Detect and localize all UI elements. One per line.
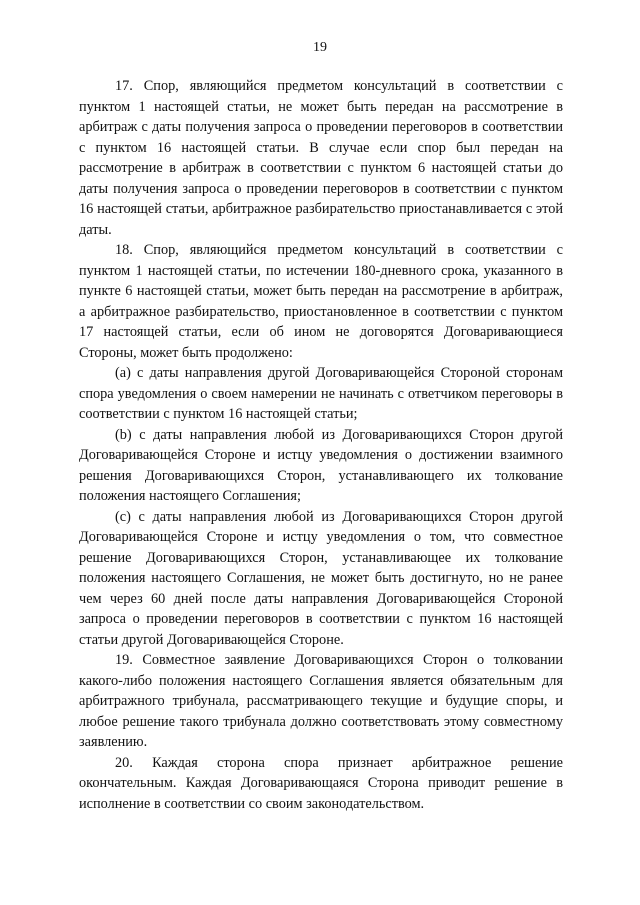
paragraph-18: 18. Спор, являющийся предметом консультаций в соответствии с пунктом 1 настоящей статьи, по истечении 180-дневного срока, указанного в пункте 6 настоящей статьи, может быть передан на рассмотрение в арбитраж, а арбитражное разбирательство, приостановленное в соответствии с пунктом 17 настоящей статьи, если об ином не договорятся Договаривающиеся Стороны, может быть продолжено: (79, 242, 563, 361)
paragraph-19: 19. Совместное заявление Договаривающихся Сторон о толковании какого-либо положения настоящего Соглашения является обязательным для арбитражного трибунала, рассматривающего текущие и будущие споры, и любое решение такого трибунала должно соответствовать этому совместному заявлению. (79, 652, 563, 750)
page-number: 19 (313, 40, 327, 55)
subparagraph-18b: (b) с даты направления любой из Договаривающихся Сторон другой Договаривающейся Стороне и истцу уведомления о достижении взаимного решения Договаривающихся Сторон, устанавливающего их толкование положения настоящего Соглашения; (79, 426, 563, 504)
paragraph-20: 20. Каждая сторона спора признает арбитражное решение окончательным. Каждая Договаривающаяся Сторона приводит решение в исполнение в соответствии со своим законодательством. (79, 754, 563, 812)
subparagraph-18c: (c) с даты направления любой из Договаривающихся Сторон другой Договаривающейся Стороне и истцу уведомления о том, что совместное решение Договаривающихся Сторон, устанавливающее их толкование положения настоящего Соглашения, не может быть достигнуто, но не ранее чем через 60 дней после даты направления Договаривающейся Стороной запроса о проведении переговоров в соответствии с пунктом 16 настоящей статьи другой Договаривающейся Стороне. (79, 508, 563, 648)
paragraph-17: 17. Спор, являющийся предметом консультаций в соответствии с пунктом 1 настоящей статьи, не может быть передан на рассмотрение в арбитраж с даты получения запроса о проведении переговоров в соответствии с пунктом 16 настоящей статьи. В случае если спор был передан на рассмотрение в арбитраж в соответствии с пунктом 6 настоящей статьи до даты получения запроса о проведении переговоров в соответствии с пунктом 16 настоящей статьи, арбитражное разбирательство приостанавливается с этой даты. (79, 78, 563, 238)
subparagraph-18a: (a) с даты направления другой Договаривающейся Стороной сторонам спора уведомления о своем намерении не начинать с ответчиком переговоры в соответствии с пунктом 16 настоящей статьи; (79, 365, 563, 422)
document-body (79, 76, 563, 814)
